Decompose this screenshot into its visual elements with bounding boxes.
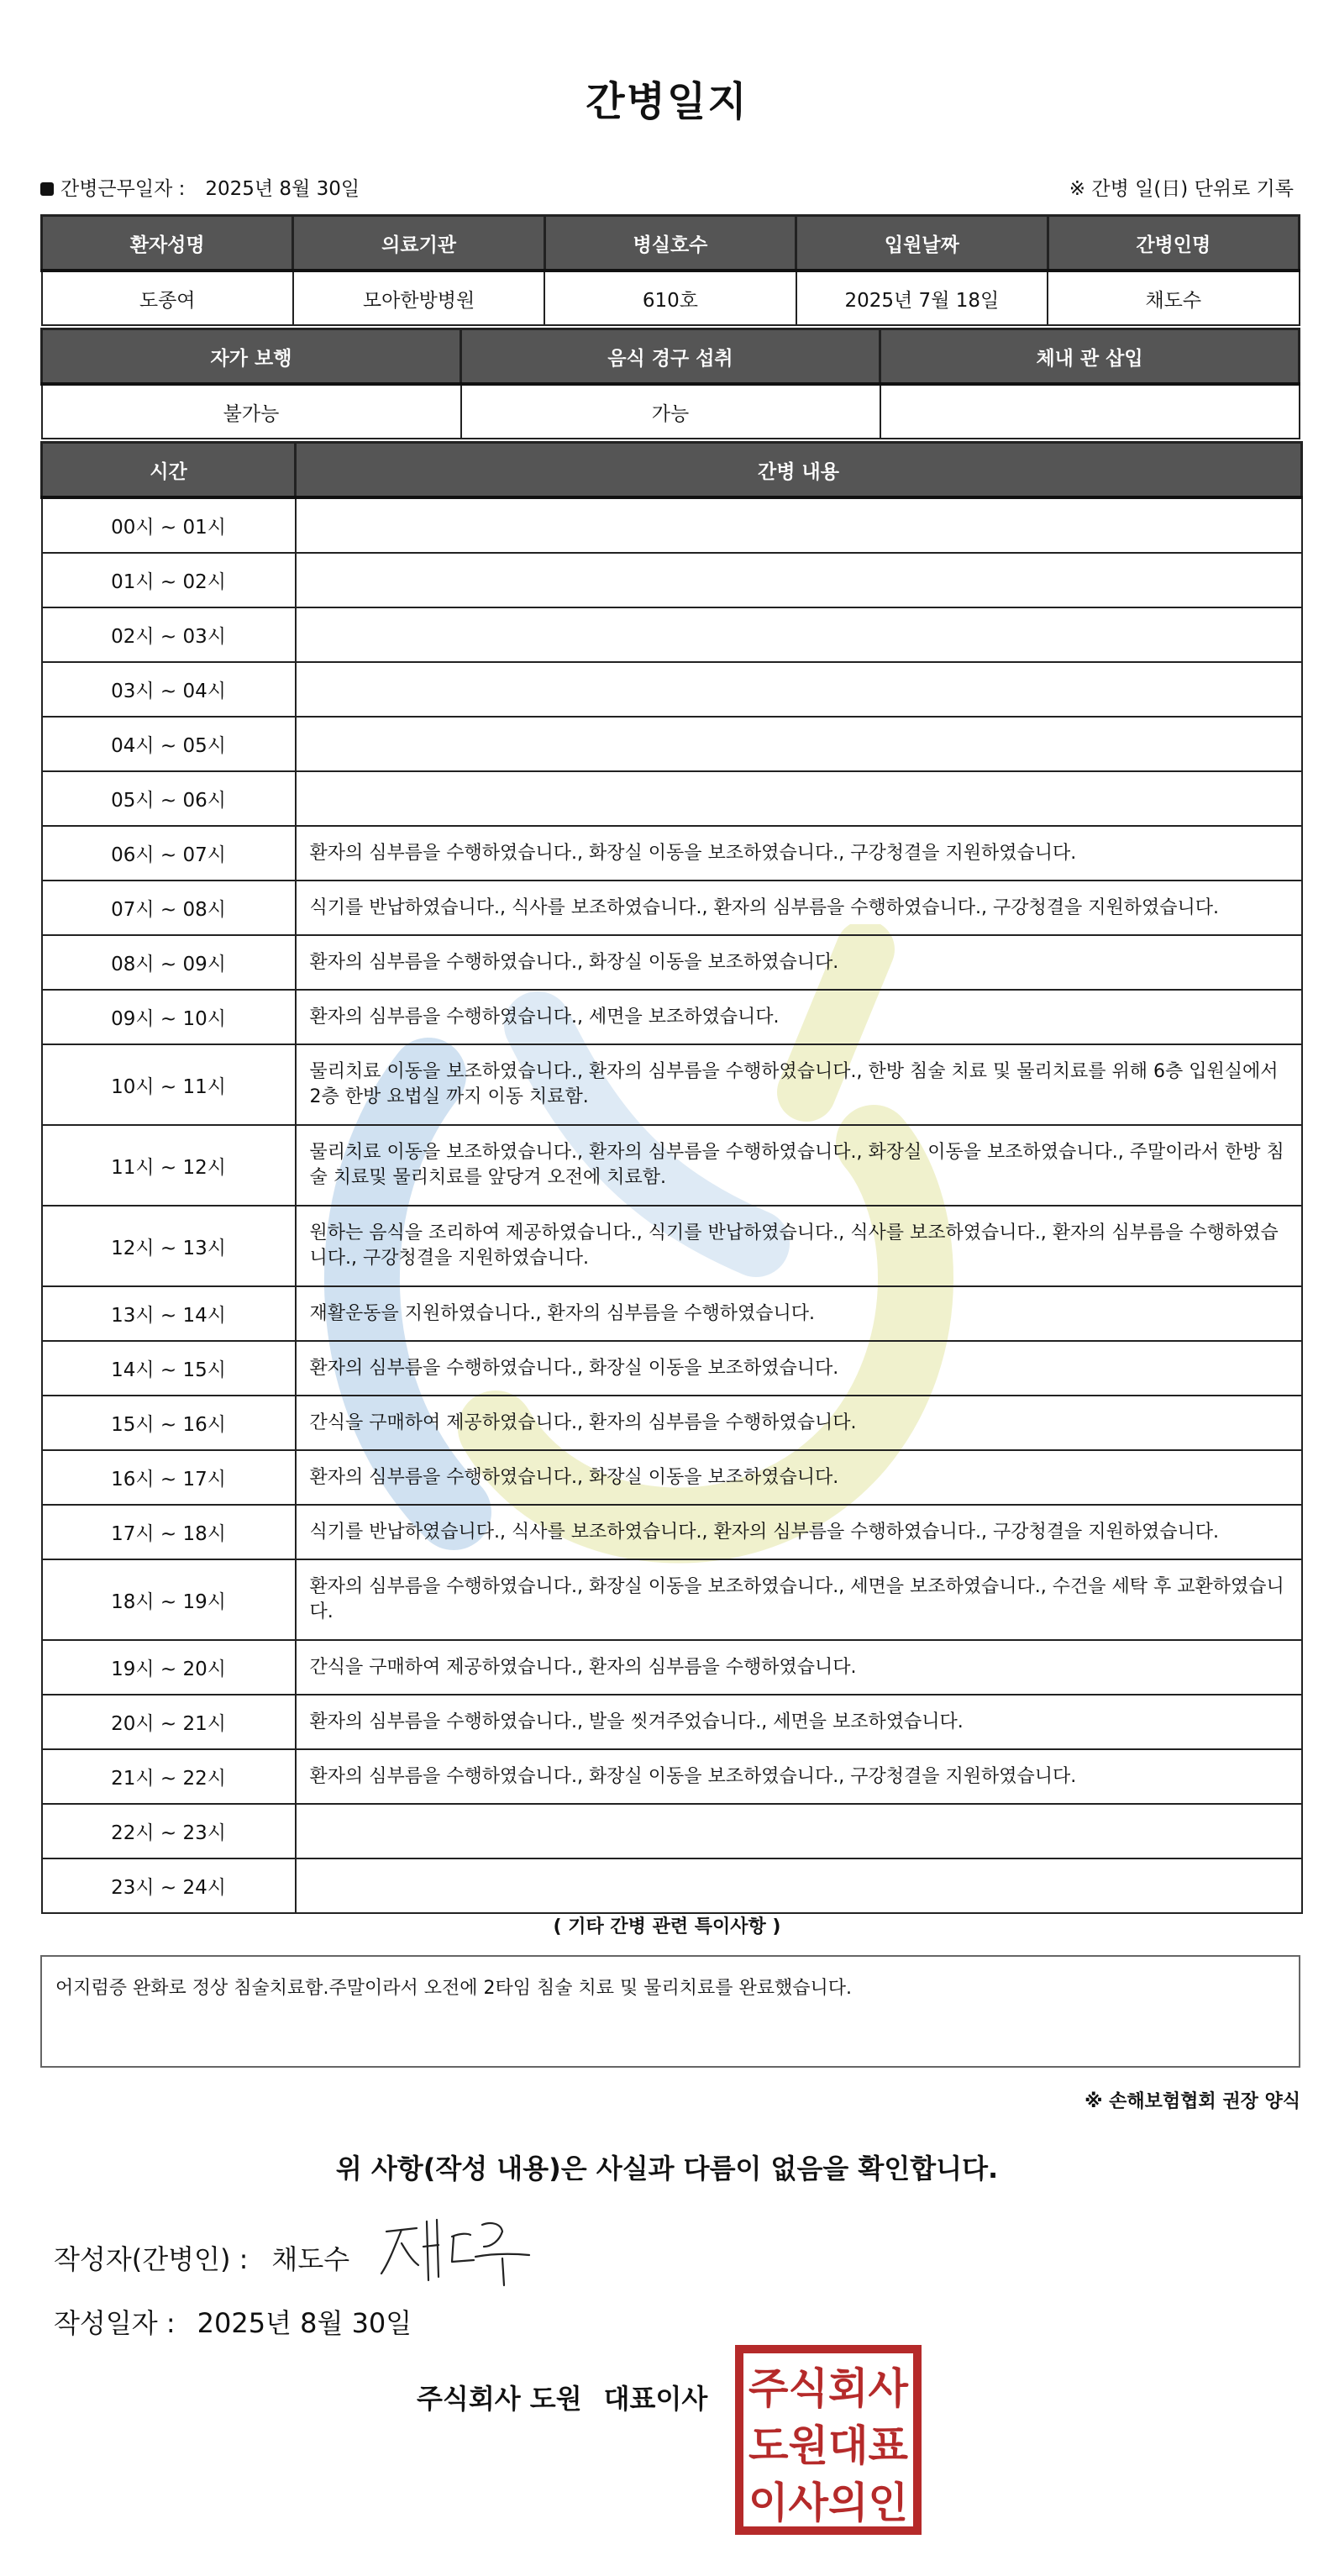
care-content: 환자의 심부름을 수행하였습니다., 화장실 이동을 보조하였습니다., 세면을 보조하였습니다., 수건을 세탁 후 교환하였습니다. — [296, 1559, 1302, 1640]
time-slot: 22시 ~ 23시 — [42, 1804, 296, 1858]
room-number: 610호 — [544, 271, 796, 325]
header-tube-insertion: 체내 관 삽입 — [880, 329, 1300, 385]
confirmation-statement: 위 사항(작성 내용)은 사실과 다름이 없음을 확인합니다. — [335, 2153, 999, 2184]
header-patient-name: 환자성명 — [42, 216, 293, 271]
tube-insertion-value — [880, 384, 1300, 439]
time-slot: 03시 ~ 04시 — [42, 662, 296, 717]
table-row — [42, 935, 1302, 990]
svg-text:주식회사: 주식회사 — [748, 2364, 909, 2413]
time-slot: 13시 ~ 14시 — [42, 1286, 296, 1341]
patient-status-table — [40, 328, 1300, 439]
time-slot: 01시 ~ 02시 — [42, 553, 296, 607]
admission-date: 2025년 7월 18일 — [796, 271, 1048, 325]
time-slot: 23시 ~ 24시 — [42, 1858, 296, 1913]
insurance-note: ※ 손해보험협회 권장 양식 — [1085, 2091, 1300, 2112]
work-date-value: 2025년 8월 30일 — [205, 178, 360, 200]
time-slot: 05시 ~ 06시 — [42, 771, 296, 826]
time-slot: 07시 ~ 08시 — [42, 881, 296, 935]
table-row — [42, 990, 1302, 1044]
care-content: 환자의 심부름을 수행하였습니다., 화장실 이동을 보조하였습니다., 구강청결을 지원하였습니다. — [296, 1749, 1302, 1804]
care-content: 환자의 심부름을 수행하였습니다., 화장실 이동을 보조하였습니다. — [296, 1450, 1302, 1505]
care-content — [296, 553, 1302, 607]
patient-info-table — [40, 214, 1300, 326]
time-slot: 18시 ~ 19시 — [42, 1559, 296, 1640]
table-row — [42, 607, 1302, 662]
record-note: ※ 간병 일(日) 단위로 기록 — [1069, 178, 1294, 200]
time-slot: 19시 ~ 20시 — [42, 1640, 296, 1695]
care-content: 환자의 심부름을 수행하였습니다., 발을 씻겨주었습니다., 세면을 보조하였습니다. — [296, 1695, 1302, 1749]
company-ceo-title: 대표이사 — [603, 2383, 708, 2415]
work-date-label: 간병근무일자 : — [60, 178, 186, 200]
table-row — [42, 1206, 1302, 1286]
time-slot: 02시 ~ 03시 — [42, 607, 296, 662]
care-content: 물리치료 이동을 보조하였습니다., 환자의 심부름을 수행하였습니다., 한방 침술 치료 및 물리치료를 위해 6층 입원실에서 2층 한방 요법실 까지 이동 치료함. — [296, 1044, 1302, 1125]
table-row — [42, 1749, 1302, 1804]
care-content — [296, 717, 1302, 771]
table-row — [42, 1396, 1302, 1450]
writer-name: 채도수 — [271, 2243, 350, 2275]
table-row — [42, 771, 1302, 826]
table-row — [42, 1125, 1302, 1206]
time-slot: 12시 ~ 13시 — [42, 1206, 296, 1286]
written-date-label: 작성일자 : — [54, 2307, 176, 2339]
care-content: 원하는 음식을 조리하여 제공하였습니다., 식기를 반납하였습니다., 식사를 보조하였습니다., 환자의 심부름을 수행하였습니다., 구강청결을 지원하였습니다. — [296, 1206, 1302, 1286]
time-slot: 16시 ~ 17시 — [42, 1450, 296, 1505]
meta-row — [40, 168, 1294, 202]
company-seal-stamp — [734, 2344, 922, 2536]
special-notes-box — [40, 1955, 1300, 2068]
self-walking-value: 불가능 — [42, 384, 461, 439]
care-content: 재활운동을 지원하였습니다., 환자의 심부름을 수행하였습니다. — [296, 1286, 1302, 1341]
time-slot: 00시 ~ 01시 — [42, 497, 296, 553]
table-row — [42, 826, 1302, 881]
table-row — [42, 881, 1302, 935]
care-content: 간식을 구매하여 제공하였습니다., 환자의 심부름을 수행하였습니다. — [296, 1396, 1302, 1450]
hospital-name: 모아한방병원 — [293, 271, 544, 325]
care-content: 환자의 심부름을 수행하였습니다., 화장실 이동을 보조하였습니다., 구강청결을 지원하였습니다. — [296, 826, 1302, 881]
patient-name: 도종여 — [42, 271, 293, 325]
svg-text:이사의인: 이사의인 — [748, 2479, 908, 2527]
care-content: 물리치료 이동을 보조하였습니다., 환자의 심부름을 수행하였습니다., 화장실 이동을 보조하였습니다., 주말이라서 한방 침술 치료및 물리치료를 앞당겨 오전에 치료함. — [296, 1125, 1302, 1206]
oral-intake-value: 가능 — [461, 384, 880, 439]
header-time: 시간 — [42, 443, 296, 498]
document-title: 간병일지 — [586, 78, 748, 125]
square-bullet-icon — [40, 182, 54, 196]
table-row — [42, 1044, 1302, 1125]
company-line — [417, 2378, 707, 2416]
table-row — [42, 1858, 1302, 1913]
care-content: 환자의 심부름을 수행하였습니다., 세면을 보조하였습니다. — [296, 990, 1302, 1044]
time-slot: 06시 ~ 07시 — [42, 826, 296, 881]
header-oral-intake: 음식 경구 섭취 — [461, 329, 880, 385]
table-row — [42, 1559, 1302, 1640]
time-slot: 08시 ~ 09시 — [42, 935, 296, 990]
table-row — [42, 1695, 1302, 1749]
table-row — [42, 717, 1302, 771]
written-date-value: 2025년 8월 30일 — [197, 2307, 412, 2339]
time-slot: 11시 ~ 12시 — [42, 1125, 296, 1206]
care-content — [296, 771, 1302, 826]
care-log-table — [40, 441, 1303, 1914]
table-row — [42, 1286, 1302, 1341]
table-row — [42, 1450, 1302, 1505]
table-row — [42, 662, 1302, 717]
care-content — [296, 607, 1302, 662]
table-row — [42, 497, 1302, 553]
care-content: 간식을 구매하여 제공하였습니다., 환자의 심부름을 수행하였습니다. — [296, 1640, 1302, 1695]
header-hospital: 의료기관 — [293, 216, 544, 271]
time-slot: 04시 ~ 05시 — [42, 717, 296, 771]
time-slot: 20시 ~ 21시 — [42, 1695, 296, 1749]
caregiver-name: 채도수 — [1048, 271, 1299, 325]
care-content: 식기를 반납하였습니다., 식사를 보조하였습니다., 환자의 심부름을 수행하였습니다., 구강청결을 지원하였습니다. — [296, 881, 1302, 935]
table-row — [42, 1341, 1302, 1396]
time-slot: 14시 ~ 15시 — [42, 1341, 296, 1396]
table-row — [42, 553, 1302, 607]
handwritten-signature — [376, 2213, 536, 2297]
time-slot: 17시 ~ 18시 — [42, 1505, 296, 1559]
table-row — [42, 1640, 1302, 1695]
time-slot: 09시 ~ 10시 — [42, 990, 296, 1044]
special-notes-title: ( 기타 간병 관련 특이사항 ) — [553, 1916, 781, 1937]
writer-line — [54, 2238, 349, 2277]
time-slot: 10시 ~ 11시 — [42, 1044, 296, 1125]
care-content — [296, 1804, 1302, 1858]
table-row — [42, 1505, 1302, 1559]
care-content — [296, 1858, 1302, 1913]
care-content — [296, 497, 1302, 553]
header-room: 병실호수 — [544, 216, 796, 271]
special-notes-content: 어지럼증 완화로 정상 침술치료함.주말이라서 오전에 2타임 침술 치료 및 물리치료를 완료했습니다. — [55, 1978, 852, 1999]
table-row — [42, 1804, 1302, 1858]
care-content: 환자의 심부름을 수행하였습니다., 화장실 이동을 보조하였습니다. — [296, 1341, 1302, 1396]
time-slot: 15시 ~ 16시 — [42, 1396, 296, 1450]
written-date-line — [54, 2302, 412, 2341]
header-self-walking: 자가 보행 — [42, 329, 461, 385]
header-admission-date: 입원날짜 — [796, 216, 1048, 271]
work-date — [40, 173, 360, 201]
writer-label: 작성자(간병인) : — [54, 2243, 249, 2275]
header-care-content: 간병 내용 — [296, 443, 1302, 498]
svg-text:도원대표: 도원대표 — [748, 2421, 909, 2470]
header-caregiver-name: 간병인명 — [1048, 216, 1299, 271]
company-name: 주식회사 도원 — [417, 2383, 582, 2415]
time-slot: 21시 ~ 22시 — [42, 1749, 296, 1804]
care-content: 환자의 심부름을 수행하였습니다., 화장실 이동을 보조하였습니다. — [296, 935, 1302, 990]
care-content: 식기를 반납하였습니다., 식사를 보조하였습니다., 환자의 심부름을 수행하였습니다., 구강청결을 지원하였습니다. — [296, 1505, 1302, 1559]
care-content — [296, 662, 1302, 717]
